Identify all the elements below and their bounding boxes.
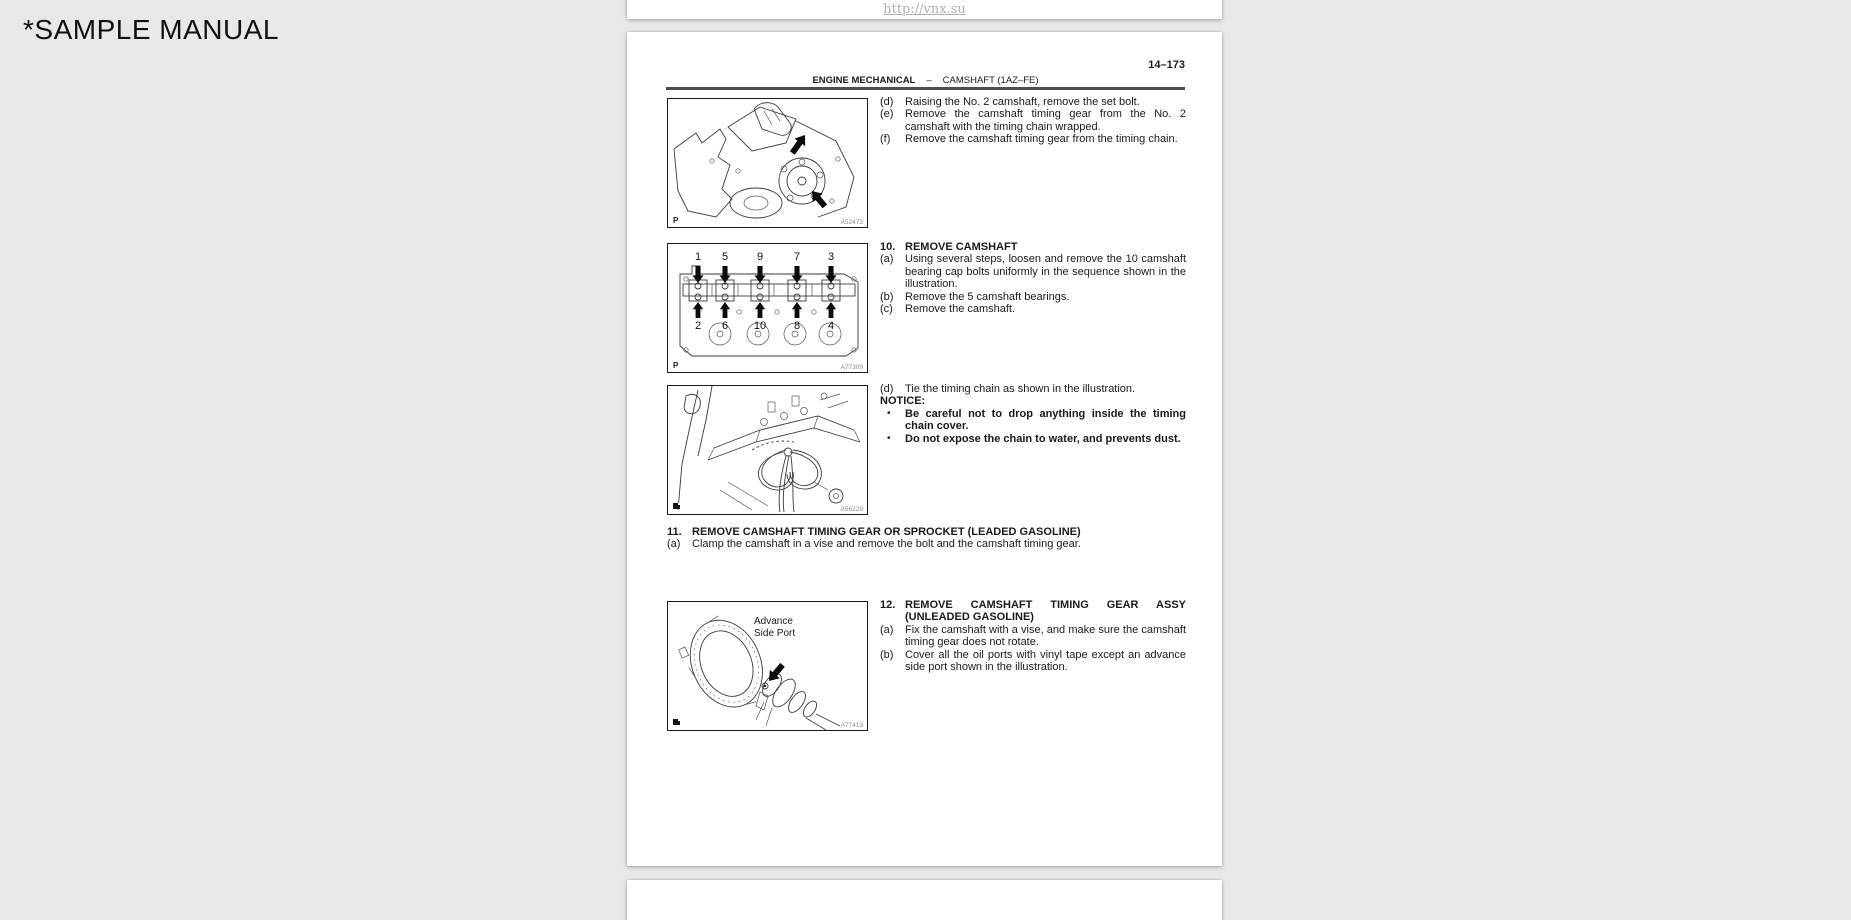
section-heading [880, 241, 1186, 253]
sequence-number: 2 [694, 320, 702, 332]
page-number: 14–173 [1148, 59, 1185, 71]
figure-illustration [668, 386, 867, 514]
figure-id: A56228 [840, 506, 863, 513]
step-text: Cover all the oil ports with vinyl tape except an advance side port shown in the illustration. [905, 648, 1186, 674]
step-text: Raising the No. 2 camshaft, remove the set bolt. [905, 96, 1140, 108]
sequence-number: 8 [793, 320, 801, 332]
callout-line: Side Port [754, 628, 796, 639]
steps-block-2 [880, 241, 1186, 315]
figure-bolt-sequence [667, 243, 868, 373]
step-label: (a) [880, 623, 894, 636]
header-rule [666, 87, 1185, 90]
callout-line: Advance [754, 616, 793, 627]
step-text: Clamp the camshaft in a vise and remove the bolt and the camshaft timing gear. [692, 538, 1081, 551]
figure-id: A77309 [840, 364, 863, 371]
steps-block-4 [880, 599, 1186, 673]
bullet-icon: • [887, 407, 891, 419]
steps-block-1 [880, 96, 1186, 146]
sequence-number: 1 [694, 251, 702, 263]
step-row [880, 133, 1186, 145]
sequence-down-arrow [692, 266, 836, 283]
notice-bullet-row [880, 408, 1186, 433]
removal-direction-arrow [807, 187, 830, 211]
step-label: (f) [880, 133, 891, 146]
figure-callout [754, 616, 795, 640]
notice-label: NOTICE: [880, 395, 926, 408]
step-text: Remove the camshaft timing gear from the No. 2 camshaft with the timing chain wrapped. [905, 108, 1186, 133]
figure-source-square-icon [673, 503, 680, 509]
step-label: (b) [880, 290, 894, 303]
section-heading [880, 599, 1186, 624]
step-row [880, 624, 1186, 649]
step-label: (d) [880, 96, 894, 108]
step-row [880, 96, 1186, 108]
section-title: REMOVE CAMSHAFT [905, 241, 1018, 253]
step-label: (a) [880, 253, 894, 266]
step-row [667, 538, 1186, 550]
section-number: 12. [880, 599, 896, 611]
next-page-top [627, 880, 1222, 920]
step-label: (a) [667, 538, 681, 551]
notice-bullet-row [880, 433, 1186, 445]
figure-remove-timing-gear [667, 98, 868, 228]
sequence-number: 4 [827, 320, 835, 332]
sequence-number: 5 [721, 251, 729, 263]
step-label: (e) [880, 108, 894, 121]
step-text: Tie the timing chain as shown in the illustration. [905, 383, 1136, 395]
step-row [880, 253, 1186, 290]
header-dash: – [926, 75, 932, 86]
section-title: REMOVE CAMSHAFT TIMING GEAR OR SPROCKET (LEADED GASOLINE) [692, 526, 1081, 538]
removal-direction-arrow [787, 131, 810, 156]
figure-illustration [668, 244, 867, 372]
notice-text: Do not expose the chain to water, and prevents dust. [905, 432, 1181, 445]
sequence-number: 6 [721, 320, 729, 332]
header-section: ENGINE MECHANICAL [812, 75, 916, 86]
step-text: Remove the camshaft timing gear from the timing chain. [905, 133, 1178, 146]
figure-illustration [668, 99, 867, 227]
step-text: Using several steps, loosen and remove the 10 camshaft bearing cap bolts uniformly in the sequence shown in the illustration. [905, 253, 1186, 291]
step-text: Remove the 5 camshaft bearings. [905, 290, 1070, 303]
figure-source-square-icon [673, 719, 680, 725]
figure-corner-mark: P [673, 216, 679, 225]
sequence-number: 9 [756, 251, 764, 263]
figure-id: A77413 [840, 722, 863, 729]
section-11-block [667, 526, 1186, 551]
step-row [880, 108, 1186, 133]
section-heading [667, 526, 1186, 538]
section-number: 11. [667, 526, 682, 538]
notice-text: Be careful not to drop anything inside the timing chain cover. [905, 407, 1186, 433]
bullet-icon: • [887, 432, 891, 444]
step-text: Remove the camshaft. [905, 303, 1016, 316]
step-row [880, 291, 1186, 303]
sequence-number: 7 [793, 251, 801, 263]
sequence-number: 10 [753, 320, 767, 332]
step-label: (d) [880, 383, 894, 395]
step-row [880, 303, 1186, 315]
figure-advance-side-port [667, 601, 868, 731]
page-header [666, 75, 1185, 86]
section-number: 10. [880, 241, 896, 253]
previous-page-bottom [627, 0, 1222, 19]
sample-manual-watermark: *SAMPLE MANUAL [23, 14, 279, 45]
figure-chain-tied [667, 385, 868, 515]
section-title: REMOVE CAMSHAFT TIMING GEAR ASSY (UNLEADED GASOLINE) [905, 599, 1186, 624]
watermark-url-link[interactable]: http://vnx.su [883, 2, 966, 17]
manual-page [627, 32, 1222, 866]
header-subsection: CAMSHAFT (1AZ–FE) [942, 75, 1039, 86]
step-row [880, 383, 1186, 395]
step-row [880, 649, 1186, 674]
figure-id: A52473 [840, 219, 863, 226]
steps-block-3 [880, 383, 1186, 445]
step-text: Fix the camshaft with a vise, and make sure the camshaft timing gear does not rotate. [905, 623, 1186, 649]
step-label: (b) [880, 648, 894, 661]
step-label: (c) [880, 303, 893, 316]
figure-corner-mark: P [673, 361, 679, 370]
sequence-number: 3 [827, 251, 835, 263]
